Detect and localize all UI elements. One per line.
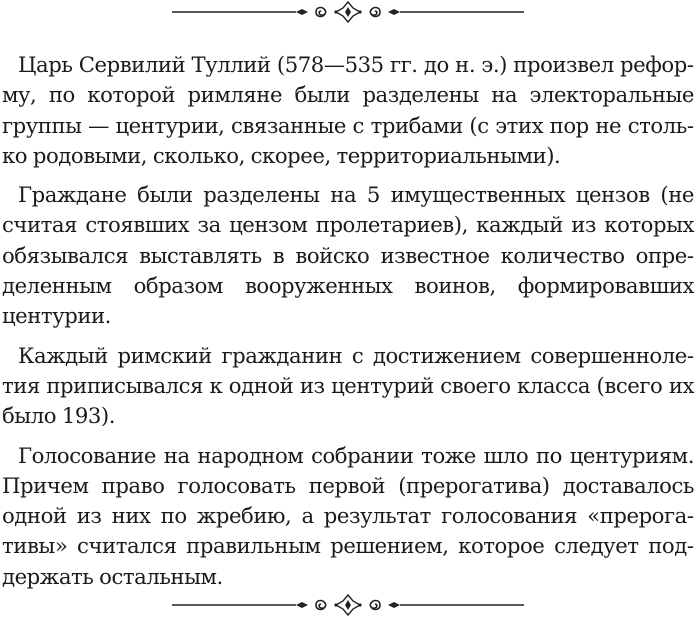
paragraph-4: Голосование на народном собрании тоже шло по центуриям. Причем право голосовать первой (прерогатива) доставалось одной из них по жребию, а результат голосования «прерогативы» считался правильным решением, которое следует поддержать остальным.	[2, 442, 694, 589]
paragraph-3: Каждый римский гражданин с достижением совершеннолетия приписывался к одной из центурий своего класса (всего их было 193).	[2, 342, 694, 429]
ornament-top	[0, 0, 696, 24]
flourish-divider-icon	[0, 0, 696, 24]
ornament-bottom	[0, 593, 696, 617]
document-body	[0, 50, 696, 601]
flourish-divider-icon	[0, 593, 696, 617]
paragraph-2: Граждане были разделены на 5 имущественных цензов (не считая стоявших за цензом пролетариев), каждый из которых обязывался выставлять в войско известное количество определенным образом вооруженных воинов, формировавших центурии.	[2, 182, 694, 329]
paragraph-1: Царь Сервилий Туллий (578—535 гг. до н. э.) произвел реформу, по которой римляне были разделены на электоральные группы — центурии, связанные с трибами (с этих пор не столько родовыми, сколько, скорее, территориальными).	[2, 52, 694, 168]
